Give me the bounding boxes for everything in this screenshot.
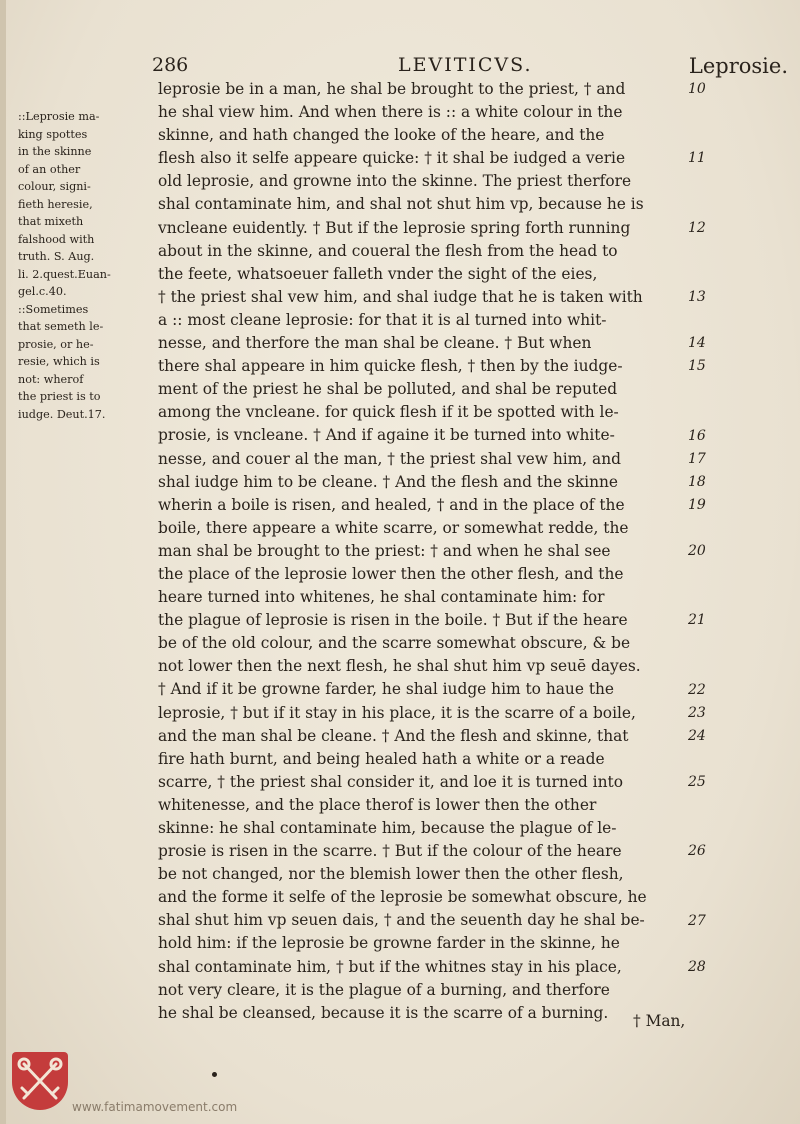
verse-number: 15 <box>688 358 706 375</box>
text-line: man shal be brought to the priest: † and when he shal see <box>158 541 611 560</box>
verse-number: 23 <box>688 704 706 721</box>
text-line: shal contaminate him, † but if the whitnes stay in his place, <box>158 957 622 976</box>
text-line: heare turned into whitenes, he shal contaminate him: for <box>158 588 605 607</box>
text-line: be not changed, nor the blemish lower then the other flesh, <box>158 865 624 884</box>
verse-number: 10 <box>688 81 706 97</box>
verse-number: 20 <box>688 543 706 559</box>
text-line: old leprosie, and growne into the skinne. The priest therfore <box>158 172 632 191</box>
verse-number: 22 <box>688 681 706 698</box>
verse-number: 28 <box>688 958 706 975</box>
text-line: and the forme it selfe of the leprosie be somewhat obscure, he <box>158 888 647 907</box>
text-line: a :: most cleane leprosie: for that it is al turned into whit- <box>158 310 607 329</box>
verse-number: 27 <box>688 912 706 929</box>
text-line: † And if it be growne farder, he shal iudge him to haue the <box>158 680 615 699</box>
text-line: shal iudge him to be cleane. † And the flesh and the skinne <box>158 472 619 491</box>
verse-number: 12 <box>688 219 706 236</box>
text-line: † the priest shal vew him, and shal iudge that he is taken with <box>158 287 643 306</box>
marginal-note: ::Leprosie ma- king spottes in the skinne of an other colour, signi- fieth heresie, that mixeth falshood with truth. S. Aug. li. 2.quest.Euan- gel.c.40. ::Sometimes that semeth le- prosie, or he- resie, which is not: wherof the priest is to iudge. Deut.17. <box>18 110 111 421</box>
text-line: among the vncleane. for quick flesh if it be spotted with le- <box>158 403 619 422</box>
page-edge <box>0 0 6 1124</box>
text-line: not very cleare, it is the plague of a burning, and therfore <box>158 980 610 999</box>
verse-number: 18 <box>688 473 706 490</box>
text-line: shal shut him vp seuen dais, † and the seuenth day he shal be- <box>158 911 645 930</box>
text-line: the feete, whatsoeuer falleth vnder the sight of the eies, <box>158 264 598 283</box>
text-line: flesh also it selfe appeare quicke: † it shal be iudged a verie <box>158 149 626 168</box>
text-line: boile, there appeare a white scarre, or somewhat redde, the <box>158 518 629 537</box>
crossed-keys-icon <box>12 1052 68 1110</box>
text-line: nesse, and therfore the man shal be cleane. † But when <box>158 334 592 353</box>
verse-number: 24 <box>688 727 706 744</box>
text-line: vncleane euidently. † But if the leprosie spring forth running <box>158 218 631 237</box>
text-line: leprosie be in a man, he shal be brought to the priest, † and <box>158 80 626 98</box>
text-line: there shal appeare in him quicke flesh, † then by the iudge- <box>158 357 623 376</box>
text-line: he shal be cleansed, because it is the scarre of a burning. <box>158 1003 609 1022</box>
running-head: Leprosie. <box>688 54 788 78</box>
text-line: skinne: he shal contaminate him, because the plague of le- <box>158 819 617 837</box>
verse-number: 26 <box>688 843 706 860</box>
papal-seal-logo <box>12 1052 68 1110</box>
verse-number: 17 <box>688 450 706 467</box>
verse-number: 11 <box>688 150 706 167</box>
book-title: LEVITICVS. <box>398 54 533 76</box>
text-line: and the man shal be cleane. † And the flesh and skinne, that <box>158 726 629 745</box>
verse-number: 16 <box>688 427 706 444</box>
verse-number: 21 <box>688 612 706 629</box>
text-line: hold him: if the leprosie be growne farder in the skinne, he <box>158 934 620 953</box>
text-line: whitenesse, and the place therof is lower then the other <box>158 795 597 814</box>
text-line: prosie is risen in the scarre. † But if the colour of the heare <box>158 842 622 861</box>
text-line: not lower then the next flesh, he shal shut him vp seuē dayes. <box>158 657 641 676</box>
ink-dot <box>212 1072 217 1077</box>
text-line: leprosie, † but if it stay in his place, it is the scarre of a boile, <box>158 703 636 722</box>
text-line: wherin a boile is risen, and healed, † and in the place of the <box>158 495 625 514</box>
catchword: † Man, <box>633 1012 686 1030</box>
verse-number: 19 <box>688 496 706 513</box>
verse-number: 14 <box>688 335 706 352</box>
verse-number: 13 <box>688 288 706 305</box>
text-line: ment of the priest he shal be polluted, and shal be reputed <box>158 380 618 399</box>
text-line: scarre, † the priest shal consider it, and loe it is turned into <box>158 772 623 791</box>
text-line: shal contaminate him, and shal not shut him vp, because he is <box>158 195 644 214</box>
verse-number: 25 <box>688 774 706 790</box>
text-line: the plague of leprosie is risen in the boile. † But if the heare <box>158 611 628 630</box>
text-line: about in the skinne, and coueral the flesh from the head to <box>158 241 618 260</box>
text-line: fire hath burnt, and being healed hath a white or a reade <box>158 749 605 768</box>
text-line: be of the old colour, and the scarre somewhat obscure, & be <box>158 634 631 653</box>
watermark-url: www.fatimamovement.com <box>72 1100 238 1114</box>
text-line: nesse, and couer al the man, † the priest shal vew him, and <box>158 449 621 468</box>
page-number: 286 <box>152 54 189 76</box>
main-text <box>158 78 718 1025</box>
text-line: skinne, and hath changed the looke of the heare, and the <box>158 126 605 145</box>
text-line: the place of the leprosie lower then the other flesh, and the <box>158 564 624 583</box>
text-line: prosie, is vncleane. † And if againe it be turned into white- <box>158 426 615 445</box>
text-line: he shal view him. And when there is :: a white colour in the <box>158 103 623 122</box>
